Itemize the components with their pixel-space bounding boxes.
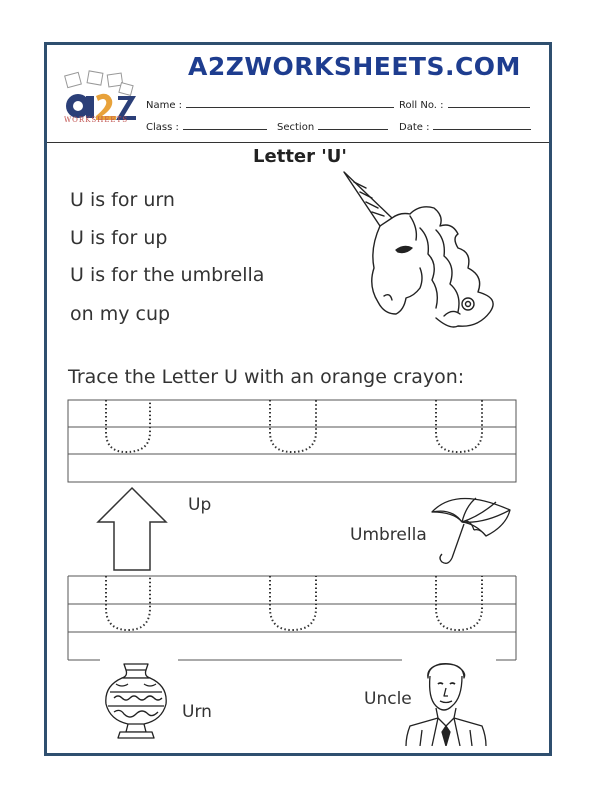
unicorn-icon: [340, 168, 515, 338]
up-label: Up: [188, 495, 212, 515]
logo-subtitle: WORKSHEETS: [63, 116, 129, 124]
class-label: Class :: [146, 122, 179, 133]
name-field[interactable]: [146, 98, 394, 111]
date-line[interactable]: [433, 120, 531, 130]
uncle-label: Uncle: [364, 689, 412, 709]
tracing-row-2[interactable]: [66, 574, 518, 664]
urn-label: Urn: [182, 702, 212, 722]
tracing-row-1[interactable]: [66, 398, 518, 486]
rhyme-line-1: U is for urn: [70, 189, 175, 211]
date-label: Date :: [399, 122, 430, 133]
section-label: Section: [277, 122, 315, 133]
instruction-text: Trace the Letter U with an orange crayon:: [68, 366, 465, 388]
page-title: Letter 'U': [253, 146, 347, 167]
date-field[interactable]: [399, 120, 531, 133]
name-label: Name :: [146, 100, 183, 111]
class-line[interactable]: [183, 120, 267, 130]
rhyme-line-2: U is for up: [70, 227, 168, 249]
name-line[interactable]: [186, 98, 394, 108]
umbrella-icon: [426, 490, 516, 570]
class-field[interactable]: [146, 120, 267, 133]
rhyme-line-3: U is for the umbrella: [70, 264, 265, 286]
roll-field[interactable]: [399, 98, 530, 111]
section-line[interactable]: [318, 120, 388, 130]
roll-line[interactable]: [448, 98, 530, 108]
section-field[interactable]: [277, 120, 388, 133]
urn-icon: [100, 660, 172, 742]
uncle-icon: [404, 660, 488, 746]
site-title: A2ZWORKSHEETS.COM: [188, 52, 521, 81]
umbrella-label: Umbrella: [350, 525, 427, 545]
rhyme-line-4: on my cup: [70, 303, 171, 325]
roll-label: Roll No. :: [399, 100, 444, 111]
header-divider: [47, 142, 549, 143]
arrow-up-icon: [96, 486, 168, 572]
